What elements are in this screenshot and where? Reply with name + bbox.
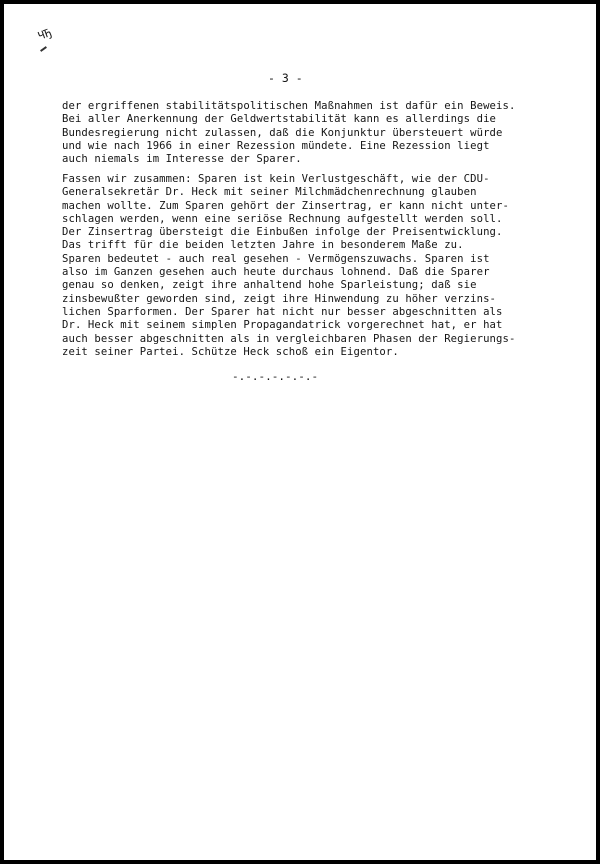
text-line: machen wollte. Zum Sparen gehört der Zinsertrag, er kann nicht unter- [62,199,509,212]
document-page [4,4,596,860]
text-line: genau so denken, zeigt ihre anhaltend hohe Sparleistung; daß sie [62,279,477,292]
text-line: Dr. Heck mit seinem simplen Propagandatrick vorgerechnet hat, er hat [62,319,503,332]
paragraph [62,100,562,166]
paragraph [62,173,562,359]
text-line: zinsbewußter geworden sind, zeigt ihre Hinwendung zu höher verzins- [62,292,497,305]
text-line: auch besser abgeschnitten als in vergleichbaren Phasen der Regierungs- [62,332,516,345]
page-number: - 3 - [268,71,303,85]
text-line: also im Ganzen gesehen auch heute durchaus lohnend. Daß die Sparer [62,266,490,279]
text-line: zeit seiner Partei. Schütze Heck schoß ein Eigentor. [62,345,399,358]
text-line: der ergriffenen stabilitätspolitischen Maßnahmen ist dafür ein Beweis. [62,100,516,112]
text-line: Generalsekretär Dr. Heck mit seiner Milchmädchenrechnung glauben [62,186,477,199]
text-line: Das trifft für die beiden letzten Jahre in besonderem Maße zu. [62,239,464,252]
text-line: schlagen werden, wenn eine seriöse Rechnung aufgestellt werden soll. [62,212,503,225]
handwritten-mark: ЧЂ [36,26,54,43]
text-line: Der Zinsertrag übersteigt die Einbußen infolge der Preisentwicklung. [62,226,503,239]
text-line: Bei aller Anerkennung der Geldwertstabilität kann es allerdings die [62,113,497,126]
text-line: lichen Sparformen. Der Sparer hat nicht nur besser abgeschnitten als [62,305,503,318]
pen-stroke [40,46,47,52]
text-line: Sparen bedeutet - auch real gesehen - Vermögenszuwachs. Sparen ist [62,252,490,265]
section-divider: -.-.-.-.-.-.- [232,370,319,383]
text-line: Bundesregierung nicht zulassen, daß die Konjunktur übersteuert würde [62,126,503,139]
text-line: auch niemals im Interesse der Sparer. [62,153,302,166]
text-line: Fassen wir zusammen: Sparen ist kein Verlustgeschäft, wie der CDU- [62,173,490,185]
text-line: und wie nach 1966 in einer Rezession mündete. Eine Rezession liegt [62,139,490,152]
